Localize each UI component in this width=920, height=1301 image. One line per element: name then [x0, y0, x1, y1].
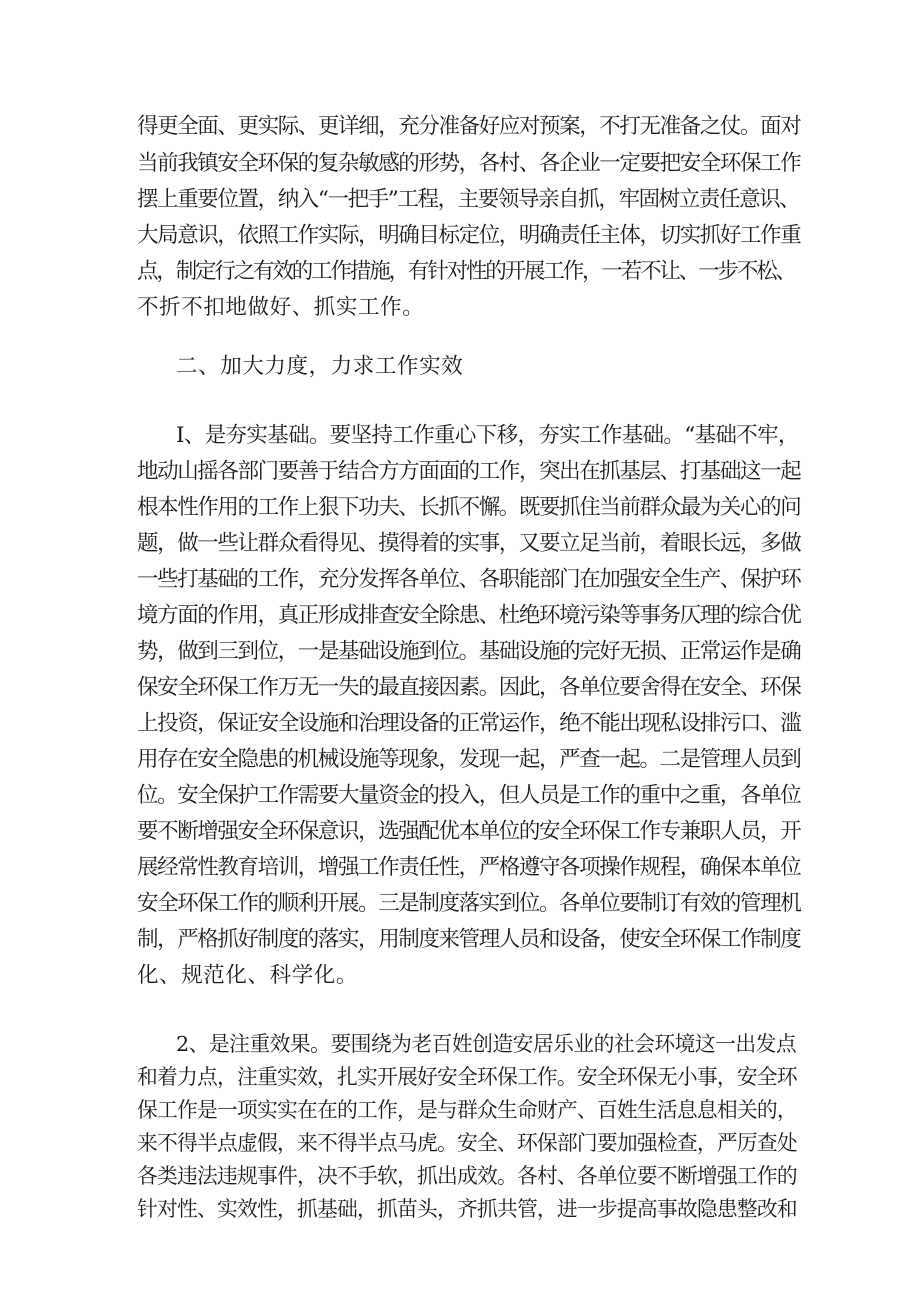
text-line: 当前我镇安全环保的复杂敏感的形势，各村、各企业一定要把安全环保工作 — [137, 151, 801, 176]
text-line: 位。安全保护工作需要大量资金的投入，但人员是工作的重中之重，各单位 — [137, 783, 801, 808]
text-line: 上投资，保证安全设施和治理设备的正常运作，绝不能出现私设排污口、滥 — [137, 711, 801, 736]
text-line: 境方面的作用，真正形成排查安全除患、杜绝环境污染等事务仄理的综合优 — [137, 603, 801, 628]
text-line: 保工作是一项实实在在的工作，是与群众生命财产、百姓生活息息相关的， — [137, 1098, 797, 1122]
text-line: 保安全环保工作万无一失的最直接因素。因此，各单位要舍得在安全、环保 — [137, 675, 801, 700]
text-line: 2、是注重效果。要围绕为老百姓创造安居乐业的社会环境这一出发点 — [176, 1032, 797, 1056]
text-line: 化、规范化、科学化。 — [137, 963, 359, 988]
text-line: 要不断增强安全环保意识，选强配优本单位的安全环保工作专兼职人员，开 — [137, 819, 801, 844]
text-line: 和着力点，注重实效，扎实开展好安全环保工作。安全环保无小事，安全环 — [137, 1065, 797, 1089]
text-line: 点，制定行之有效的工作措施，有针对性的开展工作，一若不让、一步不松、 — [137, 259, 795, 284]
text-line: 摆上重要位置，纳入“一把手”工程，主要领导亲自抓，牢固树立责任意识、 — [137, 187, 800, 212]
text-line: I、是夯实基础。要坚持工作重心下移，夯实工作基础。“基础不牢， — [176, 423, 799, 448]
text-line: 不折不扣地做好、抓实工作。 — [137, 295, 425, 320]
text-line: 势，做到三到位，一是基础设施到位。基础设施的完好无损、正常运作是确 — [137, 639, 801, 664]
text-line: 制，严格抓好制度的落实，用制度来管理人员和设备，使安全环保工作制度 — [137, 927, 801, 952]
text-line: 题，做一些让群众看得见、摸得着的实事，又要立足当前，着眼长远，多做 — [137, 531, 801, 556]
text-line: 根本性作用的工作上狠下功夫、长抓不懈。既要抓住当前群众最为关心的问 — [137, 495, 801, 520]
text-line: 大局意识，依照工作实际，明确目标定位，明确责任主体，切实抓好工作重 — [137, 223, 801, 248]
text-line: 针对性、实效性，抓基础，抓苗头，齐抓共管，进一步提高事故隐患整改和 — [137, 1197, 797, 1221]
text-line: 地动山摇各部门要善于结合方方面面的工作，突出在抓基层、打基础这一起 — [137, 459, 801, 484]
section-heading: 二、加大力度，力求工作实效 — [176, 354, 464, 379]
text-line: 一些打基础的工作，充分发挥各单位、各职能部门在加强安全生产、保护环 — [137, 567, 801, 592]
text-line: 安全环保工作的顺利开展。三是制度落实到位。各单位要制订有效的管理机 — [137, 891, 801, 916]
text-line: 得更全面、更实际、更详细，充分准备好应对预案，不打无准备之仗。面对 — [137, 114, 801, 139]
text-line: 展经常性教育培训，增强工作责任性，严格遵守各项操作规程，确保本单位 — [137, 855, 801, 880]
text-line: 各类违法违规事件，决不手软，抓出成效。各村、各单位要不断增强工作的 — [137, 1164, 797, 1188]
text-line: 来不得半点虚假，来不得半点马虎。安全、环保部门要加强检查，严厉查处 — [137, 1131, 797, 1155]
text-line: 用存在安全隐患的机械设施等现象，发现一起，严查一起。二是管理人员到 — [137, 747, 801, 772]
